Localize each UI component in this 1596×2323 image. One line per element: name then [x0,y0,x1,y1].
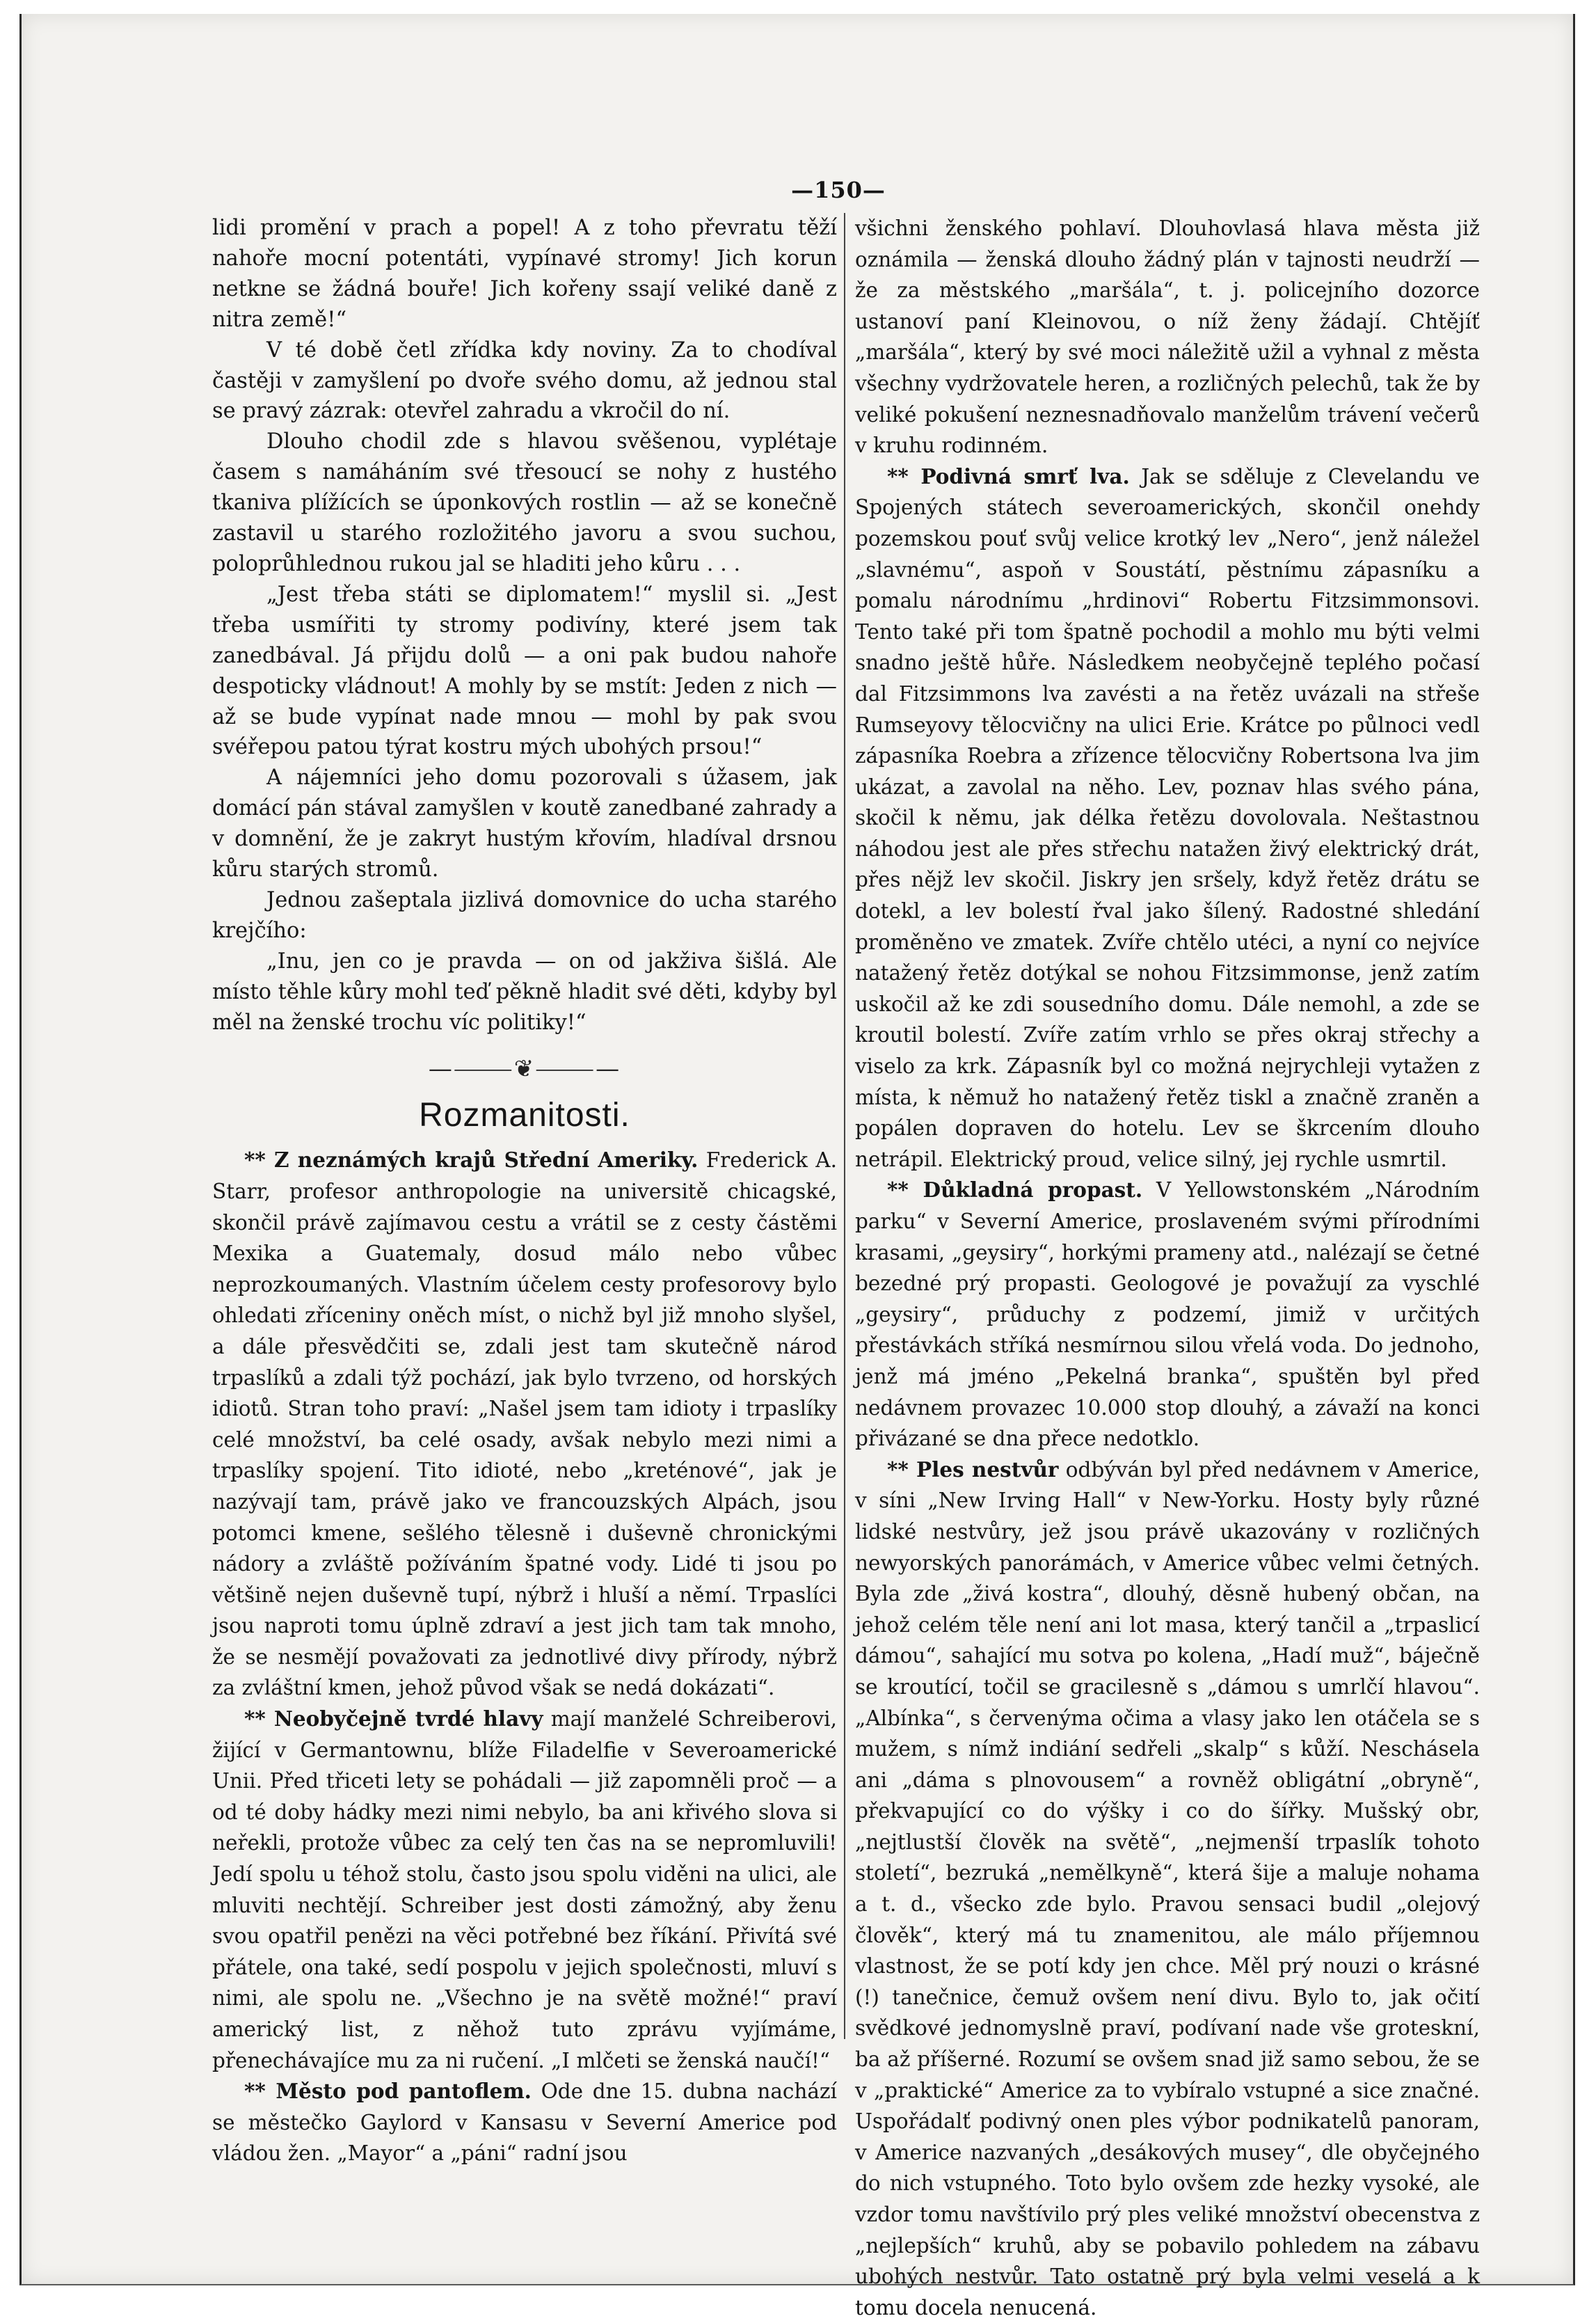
news-item-text: mají manželé Schreiberovi, žijící v Germantownu, blíže Filadelfie v Severoamerické Unii. Před třiceti lety se pohádali — již zapomněli proč — a od té doby hádky mezi nimi nebylo, ba ani křivého slova si neřekli, protože vůbec za celý ten čas na se nepromluvili! Jedí spolu u téhož stolu, často jsou spolu viděni na ulici, ale mluviti nechtějí. Schreiber jest dosti zámožný, aby ženu svou opatřil penězi na věci potřebné bez říkání. Přivítá své přátele, ona také, sedí pospolu v jejich společnosti, mluví s nimi, ale spolu ne. „Všechno je na světě možné!“ praví americký list, z něhož tuto zprávu vyjímáme, přenechávajíce mu za ni ručení. „I mlčeti se ženská naučí!“ [212,1707,837,2072]
page-number: —150— [791,177,886,203]
paragraph: „Inu, jen co je pravda — on od jakživa šišlá. Ale místo těhle kůry mohl teď pěkně hladit své děti, kdyby byl měl na ženské trochu víc politiky!“ [212,949,837,1035]
paragraph: lidi promění v prach a popel! A z toho převratu těží nahoře mocní potentáti, vypínavé stromy! Jich korun netkne se žádná bouře! Jich kořeny ssají veliké daně z nitra země!“ [212,216,837,332]
left-column [212,213,837,2169]
news-item-heading: ** Město pod pantoflem. [244,2079,532,2104]
right-column [855,213,1480,2323]
news-item-text: Jak se sděluje z Clevelandu ve Spojených státech severoamerických, skončil onehdy pozemskou pouť svůj velice krotký lev „Nero“, jenž náležel „slavnému“, aspoň v Soustátí, pěstnímu zápasníku a pomalu národnímu „hrdinovi“ Robertu Fitzsimmonsovi. Tento také při tom špatně pochodil a mohlo mu býti velmi snadno ještě hůře. Následkem neobyčejně teplého počasí dal Fitzsimmons lva zavésti a na řetěz uvázali na střeše Rumseyovy tělocvičny na ulici Erie. Krátce po půlnoci vedl zápasníka Roebra a zřízence tělocvičny Robertsona lva jim ukázat, a zavolal na něho. Lev, poznav hlas svého pána, skočil k němu, jak délka řetězu dovolovala. Neštastnou náhodou jest ale přes střechu natažen živý elektrický drát, přes nějž lev skočil. Jiskry jen sršely, když řetěz drátu se dotekl, a lev bolestí řval jako šílený. Radostné shledání proměněno ve zmatek. Zvíře chtělo utéci, a nyní co nejvíce natažený řetěz dotýkal se nohou Fitzsimmonse, jenž zatím uskočil až ke zdi sousedního domu. Dále nemohl, a zde se kroutil bolestí. Zvíře zatím vrhlo se přes okraj střechy a viselo za krk. Zápasník byl co možná nejrychleji vytažen z místa, k němuž ho natažený řetěz tiskl a značně zraněn a popálen dopraven do hotelu. Lev se škrcením dlouho netrápil. Elektrický proud, velice silný, jej rychle usmrtil. [855,464,1480,1171]
section-title: Rozmanitosti. [419,1097,630,1134]
news-item [212,2076,837,2169]
paragraph: „Jest třeba státi se diplomatem!“ myslil si. „Jest třeba usmířiti ty stromy podivíny, které jsem tak zanedbával. Já přijdu dolů — a oni pak budou nahoře despoticky vládnout! A mohly by se mstít: Jeden z nich — až se bude vypínat nade mnou — mohl by pak svou svéřepou patou týrat kostru mých ubohých prsou!“ [212,582,837,760]
news-item [212,1704,837,2076]
news-item [855,461,1480,1175]
news-item-heading: ** Z neznámých krajů Střední Ameriky. [244,1148,699,1173]
news-item-text: Frederick A. Starr, profesor anthropologie na universitě chicagské, skončil právě zajímavou cestu a vrátil se z cesty částěmi Mexika a Guatemaly, dosud málo nebo vůbec neprozkoumaných. Vlastním účelem cesty profesorovy bylo ohledati zříceniny oněch míst, o nichž byl již mnoho slyšel, a dále přesvědčiti se, zdali jest tam skutečně národ trpaslíků a zdali týž pochází, jak bylo tvrzeno, od horských idiotů. Stran toho praví: „Našel jsem tam idioty i trpaslíky celé množství, ba celé osady, avšak nebylo mezi nimi a trpaslíky spojení. Tito idioté, nebo „kreténové“, jak je nazývají tam, právě jako ve francouzských Alpách, jsou potomci kmene, sešlého tělesně i duševně chronickými nádory a zvláště požíváním špatné vody. Lidé ti jsou po většině nejen duševně tupí, nýbrž i hluší a němí. Trpaslíci jsou naproti tomu úplně zdraví a jest jich tam tak mnoho, že se nesmějí považovati za jednotlivé divy přírody, nýbrž za zvláštní kmen, jehož původ však se nedá dokázati“. [212,1148,837,1700]
news-item [855,1175,1480,1454]
news-item-heading: ** Neobyčejně tvrdé hlavy [244,1706,543,1731]
news-item-heading: ** Podivná smrť lva. [887,463,1130,489]
news-item-text: V Yellowstonském „Národním parku“ v Severní Americe, proslaveném svými přírodními krasami, „geysiry“, horkými prameny atd., nalézají se četné bezedné prý propasti. Geologové je považují za vyschlé „geysiry“, průduchy z podzemí, jimiž v určitých přestávkách stříká nesmírnou silou vřelá voda. Do jednoho, jenž má jméno „Pekelná branka“, spuštěn byl před nedávnem provazec 10.000 stop dlouhý, a závaží na konci přivázané se dna přece nedotklo. [855,1178,1480,1451]
news-item-text: odbýván byl před nedávnem v Americe, v síni „New Irving Hall“ v New-Yorku. Hosty byly různé lidské nestvůry, jež jsou právě ukazovány v rozličných newyorských panorámách, v Americe vůbec velmi četných. Byla zde „živá kostra“, dlouhý, děsně hubený občan, na jehož celém těle není ani lot masa, který tančil a „trpaslicí dámou“, sahající mu sotva po kolena, „Hadí muž“, báječně se kroutící, točil se gracilesně s „dámou s umrlčí hlavou“. „Albínka“, s červenýma očima a vlasy jako len otáčela se s mužem, s nímž indiání sedřeli „skalp“ s kůží. Neschásela ani „dáma s plnovousem“ a rovněž obligátní „obryně“, překvapující co do výšky i co do šířky. Mušský obr, „nejtlustší člověk na světě“, „nejmenší trpaslík tohoto století“, bezruká „nemělkyně“, která šije a maluje nohama a t. d., všecko zde bylo. Pravou sensaci budil „olejový člověk“, který má tu znamenitou, ale málo příjemnou vlastnost, že se potí kdy jen chce. Měl prý nouzi o krásné (!) tanečnice, čemuž ovšem není divu. Bylo to, jak očití svědkové jednomyslně praví, podívaní nade vše groteskní, ba až příšerné. Rozumí se ovšem snad již samo sebou, že se v „praktické“ Americe za to vybíralo vstupné a sice značné. Uspořádalť podivný onen ples výbor podnikatelů panoram, v Americe nazvaných „desákových musey“, dle obyčejného do nich vstupného. Toto bylo ovšem zde hezky vysoké, ale vzdor tomu navštívilo prý ples veliké množství obecenstva z „nejlepších“ kruhů, aby se pobavilo pohledem na zábavu ubohých nestvůr. Tato ostatně prý byla velmi veselá a k tomu docela nenucená. [855,1457,1481,2320]
paragraph: všichni ženského pohlaví. Dlouhovlasá hlava města již oznámila — ženská dlouho žádný plán v tajnosti neudrží — že za městského „maršála“, t. j. policejního dozorce ustanoví paní Kleinovou, o níž ženy žádají. Chtějíť „maršála“, který by své moci náležitě užil a vyhnal z města všechny vydržovatele heren, a rozličných pelechů, tak že by veliké pokušení neznesnadňovalo manželům trávení večerů v kruhu rodinném. [855,216,1480,458]
ornament-divider: —⸻❦⸻— [428,1055,621,1084]
news-item [212,1145,837,1704]
paragraph: A nájemníci jeho domu pozorovali s úžasem, jak domácí pán stával zamyšlen v koutě zanedbané zahrady a v domnění, že je zakryt hustým křovím, hladíval drsnou kůru starých stromů. [212,766,837,882]
news-item-text: Ode dne 15. dubna nachází se městečko Gaylord v Kansasu v Severní Americe pod vládou žen. „Mayor“ a „páni“ radní jsou [212,2079,837,2166]
news-item [855,1454,1480,2323]
news-item-heading: ** Ples nestvůr [887,1457,1059,1482]
news-item-heading: ** Důkladná propast. [887,1178,1143,1203]
news-items-left [212,1145,837,2169]
paragraph: V té době četl zřídka kdy noviny. Za to chodíval častěji v zamyšlení po dvoře svého domu, až jednou stal se pravý zázrak: otevřel zahradu a vkročil do ní. [212,338,837,424]
column-divider [844,213,845,2039]
paragraph: Jednou zašeptala jizlivá domovnice do ucha starého krejčího: [212,887,837,943]
paragraph: Dlouho chodil zde s hlavou svěšenou, vyplétaje časem s namáháním své třesoucí se nohy z hustého tkaniva plížících se úponkových rostlin — až se konečně zastavil u starého rozložitého javoru a svou suchou, poloprůhlednou rukou jal se hladiti jeho kůru . . . [212,429,837,576]
